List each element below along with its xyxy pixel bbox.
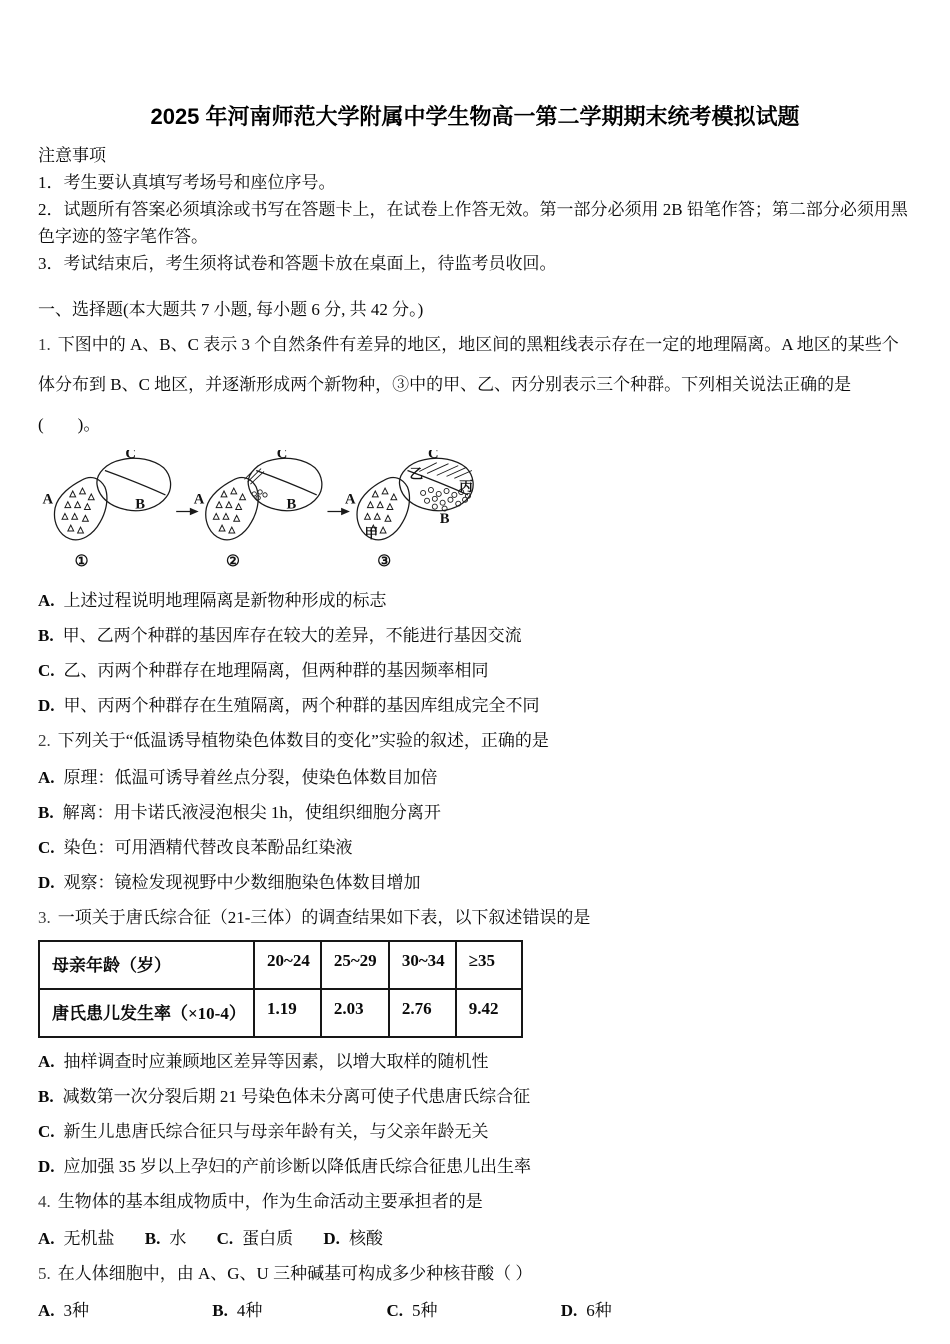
option-letter: B. [144,1229,161,1248]
table-cell: 2.03 [321,989,389,1037]
notice-item: 2．试题所有答案必须填涂或书写在答题卡上，在试卷上作答无效。第一部分必须用 2B 铅笔作答；第二部分必须用黑色字迹的签字笔作答。 [38,200,908,246]
table-cell: 25~29 [321,941,389,989]
arrow-2-icon [327,508,349,515]
question-5-options [38,1300,912,1322]
question-3-option-c [38,1121,912,1143]
option-letter: C. [38,661,55,680]
question-5 [38,1261,912,1322]
option-letter: D. [38,873,55,892]
option-text: 甲、乙两个种群的基因库存在较大的差异，不能进行基因交流 [62,626,522,645]
option-text: 上述过程说明地理隔离是新物种形成的标志 [63,591,387,610]
option-text: 染色：可用酒精代替改良苯酚品红染液 [63,838,353,857]
question-stem [38,325,912,445]
question-number: 2. [38,731,51,750]
option-letter: B. [212,1301,228,1320]
question-4-option-c [217,1229,294,1248]
table-cell: 20~24 [254,941,321,989]
option-text: 乙、丙两个种群存在地理隔离，但两种群的基因频率相同 [63,661,489,680]
option-text: 3种 [63,1301,90,1320]
section-heading: 一、选择题(本大题共 7 小题, 每小题 6 分, 共 42 分。) [38,300,424,319]
population-yi-label: 乙 [409,466,424,482]
table-cell: 母亲年龄（岁） [39,941,254,989]
option-letter: D. [560,1301,578,1320]
option-letter: A. [38,1301,55,1320]
question-text: 在人体细胞中，由 A、G、U 三种碱基可构成多少种核苷酸（ ） [57,1264,533,1283]
option-letter: A. [38,1229,55,1248]
question-text: 一项关于唐氏综合征（21-三体）的调查结果如下表，以下叙述错误的是 [57,908,591,927]
option-letter: D. [323,1229,340,1248]
question-2-option-b [38,802,912,824]
option-letter: A. [38,768,55,787]
question-5-option-a [38,1300,208,1322]
question-5-option-d [561,1300,731,1322]
question-1 [38,325,912,717]
table-cell: 30~34 [389,941,456,989]
question-2-option-c [38,837,912,859]
table-row [39,941,522,989]
table-cell: 唐氏患儿发生率（×10-4） [39,989,254,1037]
question-1-option-d [38,695,912,717]
stage-2-label: ② [225,553,240,571]
option-text: 甲、丙两个种群存在生殖隔离，两个种群的基因库组成完全不同 [63,696,540,715]
region-c-label: C [125,450,136,462]
notice-item: 3．考试结束后，考生须将试卷和答题卡放在桌面上，待监考员收回。 [38,254,557,273]
question-3 [38,905,912,1178]
question-4-option-b [145,1229,187,1248]
page-title: 2025 年河南师范大学附属中学生物高一第二学期期末统考模拟试题 [150,104,800,129]
population-jia-label: 甲 [364,525,379,541]
question-2 [38,728,912,894]
option-letter: A. [38,591,55,610]
option-letter: C. [38,1122,55,1141]
region-c-label: C [276,450,288,462]
region-a-label: A [193,491,205,508]
question1-figure [40,450,912,577]
option-text: 原理：低温可诱导着丝点分裂，使染色体数目加倍 [63,768,438,787]
option-letter: B. [38,1087,54,1106]
diagram-stage-3 [345,450,473,570]
stage-3-label: ③ [377,553,392,571]
question-1-option-a [38,590,912,612]
region-b-label: B [135,496,145,513]
option-text: 解离：用卡诺氏液浸泡根尖 1h，使组织细胞分离开 [62,803,441,822]
question-stem [38,1189,912,1215]
down-syndrome-data-table [38,940,523,1038]
option-letter: C. [38,838,55,857]
option-letter: C. [386,1301,404,1320]
table-cell: 1.19 [254,989,321,1037]
question-4-option-a [38,1229,115,1248]
table-cell: 9.42 [456,989,522,1037]
option-text: 4种 [236,1301,263,1320]
table-row [39,989,522,1037]
question-1-option-c [38,660,912,682]
region-a-label: A [345,491,356,508]
question-text: 下列关于“低温诱导植物染色体数目的变化”实验的叙述，正确的是 [57,731,549,750]
option-text: 减数第一次分裂后期 21 号染色体未分离可使子代患唐氏综合征 [62,1087,531,1106]
notice-item: 1．考生要认真填写考场号和座位序号。 [38,173,336,192]
question-2-option-d [38,872,912,894]
stage-1-label: ① [74,553,89,571]
region-b-label: B [286,496,297,513]
option-text: 5种 [412,1301,438,1320]
question-stem [38,905,912,931]
option-text: 6种 [586,1301,612,1320]
option-text: 核酸 [348,1229,383,1248]
question-3-option-d [38,1156,912,1178]
question-number: 4. [38,1192,51,1211]
option-text: 新生儿患唐氏综合征只与母亲年龄有关，与父亲年龄无关 [63,1122,489,1141]
arrow-1-icon [176,508,198,515]
region-c-label: C [427,450,439,462]
question-4-options [38,1228,912,1250]
population-bing-label: 丙 [459,478,473,494]
diagram-stage-1 [42,450,170,570]
question-number: 1. [38,335,51,354]
option-text: 水 [169,1229,187,1248]
question-4-option-d [323,1229,383,1248]
question-stem [38,1261,912,1287]
diagram-stage-2 [194,450,322,570]
option-text: 抽样调查时应兼顾地区差异等因素，以增大取样的随机性 [63,1052,489,1071]
question-5-option-c [387,1300,557,1322]
option-letter: A. [38,1052,55,1071]
question-3-option-b [38,1086,912,1108]
option-letter: C. [216,1229,234,1248]
option-letter: D. [38,1157,55,1176]
question-number: 3. [38,908,51,927]
option-letter: D. [38,696,55,715]
question-text: 生物体的基本组成物质中，作为生命活动主要承担者的是 [57,1192,483,1211]
option-letter: B. [38,803,54,822]
question-text: 下图中的 A、B、C 表示 3 个自然条件有差异的地区，地区间的黑粗线表示存在一定的地理隔离。A 地区的某些个体分布到 B、C 地区，并逐渐形成两个新物种，③中的甲、乙、丙分别表示三个种群。下列相关说法正确的是( )。 [38,335,899,434]
option-text: 应加强 35 岁以上孕妇的产前诊断以降低唐氏综合征患儿出生率 [63,1157,532,1176]
question-5-option-b [212,1300,382,1322]
notice-section [38,143,912,277]
option-text: 观察：镜检发现视野中少数细胞染色体数目增加 [63,873,421,892]
table-cell: ≥35 [456,941,522,989]
question-4 [38,1189,912,1250]
question-stem [38,728,912,754]
option-text: 无机盐 [63,1229,115,1248]
question-1-option-b [38,625,912,647]
question-2-option-a [38,767,912,789]
notice-heading: 注意事项 [38,146,106,165]
table-cell: 2.76 [389,989,456,1037]
option-letter: B. [38,626,54,645]
option-text: 蛋白质 [242,1229,294,1248]
question-3-option-a [38,1051,912,1073]
region-a-label: A [42,491,54,508]
region-b-label: B [439,511,450,528]
speciation-diagram [40,450,490,572]
question-number: 5. [38,1264,51,1283]
